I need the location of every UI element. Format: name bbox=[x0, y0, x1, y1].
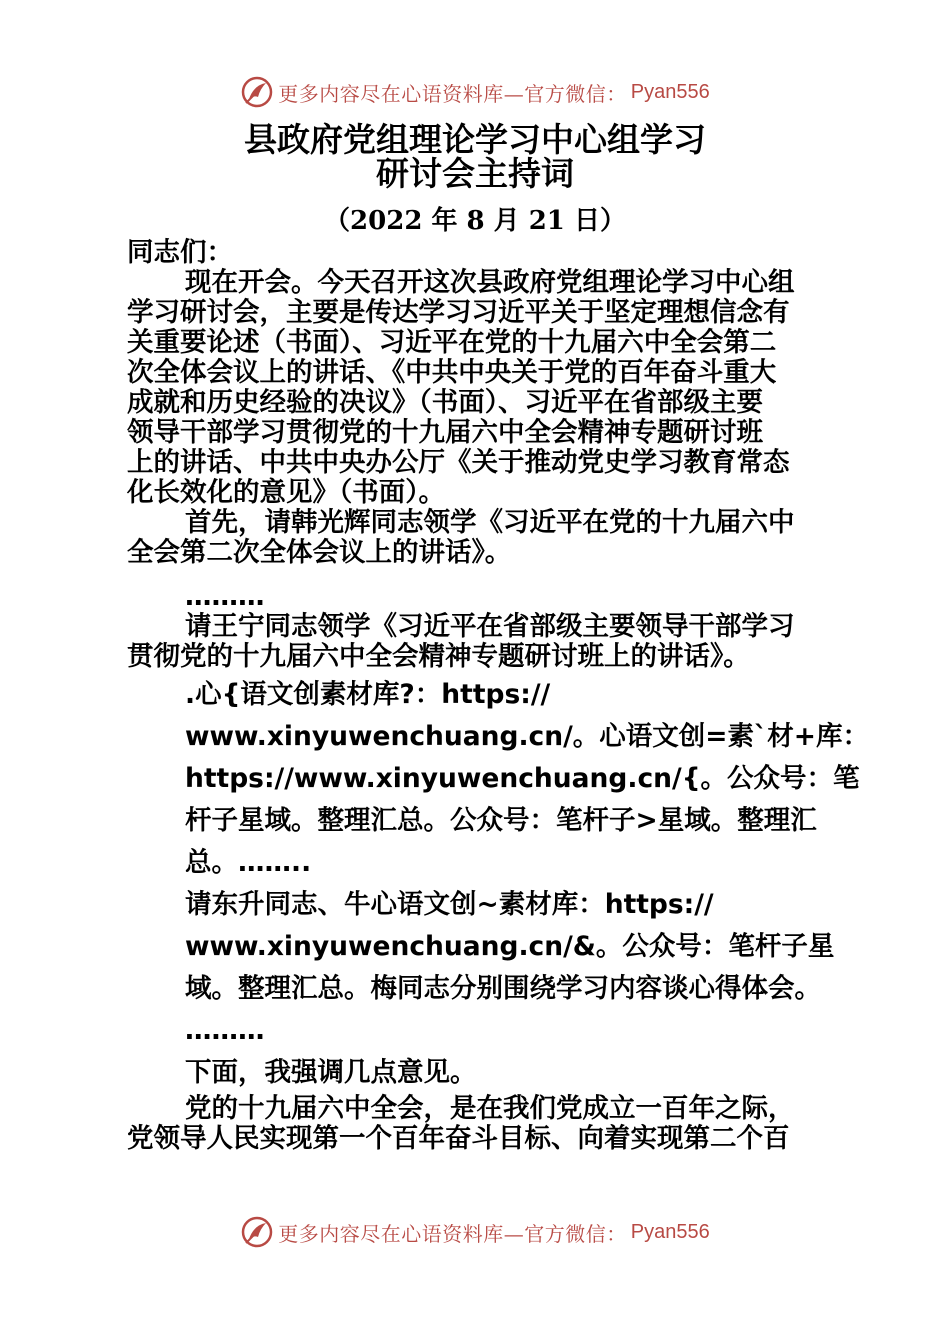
body-line: 首先，请韩光辉同志领学《习近平在党的十九届六中 bbox=[185, 507, 795, 538]
body-line: 党领导人民实现第一个百年奋斗目标、向着实现第二个百 bbox=[127, 1123, 790, 1154]
body-line: www.xinyuwenchuang.cn/。心语文创=素`材+库： bbox=[185, 721, 869, 752]
body-line: 全会第二次全体会议上的讲话》。 bbox=[127, 537, 512, 568]
banner-wechat-id: Pyan556 bbox=[630, 80, 710, 103]
banner-wechat-id: Pyan556 bbox=[630, 1220, 710, 1243]
body-line: 上的讲话、中共中央办公厅《关于推动党史学习教育常态 bbox=[127, 447, 790, 478]
body-line: 化长效化的意见》（书面）。 bbox=[127, 477, 445, 508]
ellipsis-line: ……… bbox=[185, 581, 265, 612]
body-line: 次全体会议上的讲话、《中共中央关于党的百年奋斗重大 bbox=[127, 357, 777, 388]
body-line: 现在开会。今天召开这次县政府党组理论学习中心组 bbox=[185, 267, 795, 298]
banner-text: 更多内容尽在心语资料库—官方微信： bbox=[278, 1221, 627, 1246]
body-line: 学习研讨会，主要是传达学习习近平关于坚定理想信念有 bbox=[127, 297, 790, 328]
footer-banner bbox=[0, 1212, 950, 1252]
doc-body bbox=[127, 238, 867, 1154]
body-line: 贯彻党的十九届六中全会精神专题研讨班上的讲话》。 bbox=[127, 641, 750, 672]
body-line: 杆子星域。整理汇总。公众号：笔杆子>星域。整理汇 bbox=[185, 805, 817, 836]
body-line: 下面，我强调几点意见。 bbox=[185, 1057, 477, 1088]
ellipsis-line: ……… bbox=[185, 1015, 265, 1046]
doc-title-line-1: 县政府党组理论学习中心组学习 bbox=[244, 120, 706, 159]
salutation: 同志们： bbox=[127, 237, 233, 268]
body-line: 总。…….. bbox=[185, 847, 312, 878]
body-line: 关重要论述（书面）、习近平在党的十九届六中全会第二 bbox=[127, 327, 777, 358]
doc-title-line-2: 研讨会主持词 bbox=[376, 154, 574, 193]
body-line: 成就和历史经验的决议》（书面）、习近平在省部级主要 bbox=[127, 387, 763, 418]
body-line: 党的十九届六中全会，是在我们党成立一百年之际， bbox=[185, 1093, 795, 1124]
banner-text: 更多内容尽在心语资料库—官方微信： bbox=[278, 81, 627, 106]
body-line: 请王宁同志领学《习近平在省部级主要领导干部学习 bbox=[185, 611, 795, 642]
body-line: 域。整理汇总。梅同志分别围绕学习内容谈心得体会。 bbox=[185, 973, 821, 1004]
body-line: 请东升同志、牛心语文创~素材库：https:// bbox=[185, 889, 714, 920]
logo-icon bbox=[240, 75, 274, 109]
logo-icon bbox=[240, 1215, 274, 1249]
body-line: .心{语文创素材库?：https:// bbox=[185, 679, 551, 710]
doc-date: （2022 年 8 月 21 日） bbox=[324, 206, 626, 236]
header-banner bbox=[0, 72, 950, 112]
body-line: https://www.xinyuwenchuang.cn/{。公众号：笔 bbox=[185, 763, 860, 794]
body-line: 领导干部学习贯彻党的十九届六中全会精神专题研讨班 bbox=[127, 417, 763, 448]
body-line: www.xinyuwenchuang.cn/&。公众号：笔杆子星 bbox=[185, 931, 835, 962]
